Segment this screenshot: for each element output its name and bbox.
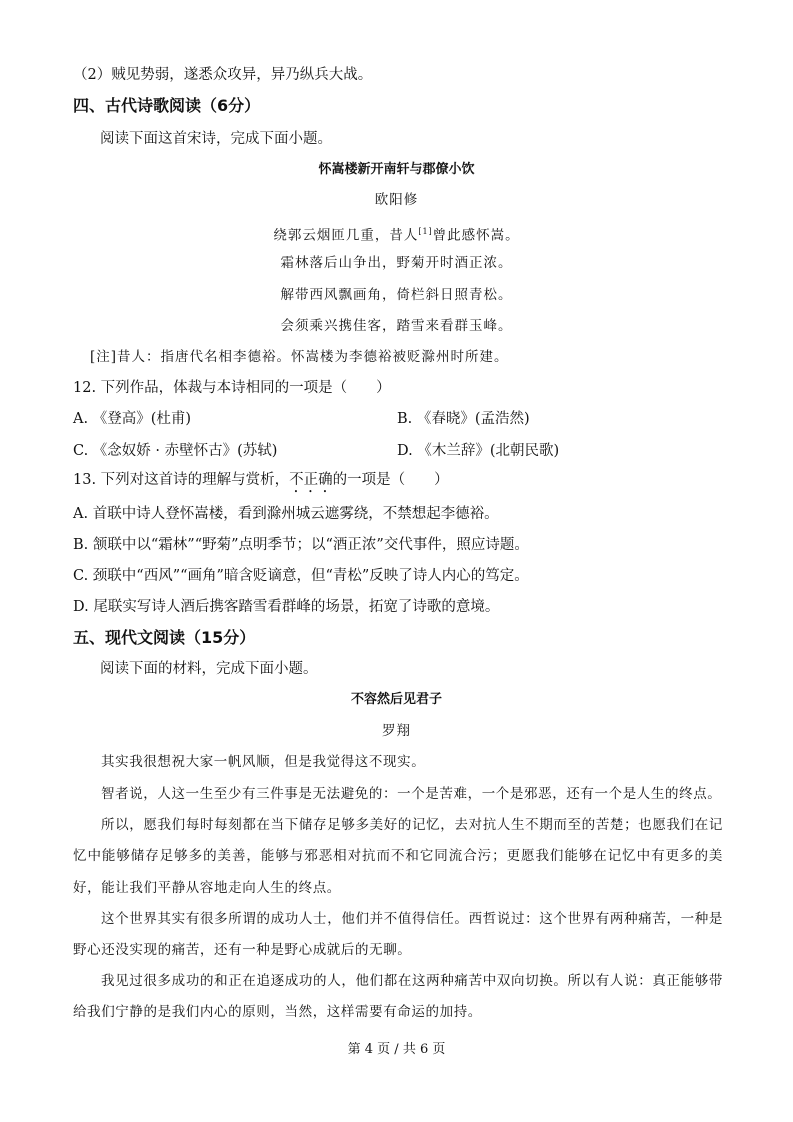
emphasized-text: 不正确	[289, 472, 333, 488]
option-b: B. 颔联中以“霜林”“野菊”点明季节；以“酒正浓”交代事件，照应诗题。	[73, 537, 529, 553]
poem-note: [注]昔人：指唐代名相李德裕。怀嵩楼为李德裕被贬滁州时所建。	[90, 349, 509, 365]
poem-title: 怀嵩楼新开南轩与郡僚小饮	[318, 162, 475, 177]
poem-line: 解带西风飘画角，倚栏斜日照青松。	[280, 287, 513, 303]
option-d: D. 《木兰辞》(北朝民歌)	[397, 443, 560, 459]
question-13-stem	[73, 470, 449, 496]
poem-line: 会须乘兴携佳客，踏雪来看群玉峰。	[280, 318, 513, 334]
article-paragraph: 智者说，人这一生至少有三件事是无法避免的：一个是苦难，一个是邪恶，还有一个是人生的终点。	[101, 786, 722, 802]
option-d: D. 尾联实写诗人酒后携客踏雪看群峰的场景，拓宽了诗歌的意境。	[73, 599, 500, 615]
poem-text: 曾此感怀嵩。	[432, 227, 520, 244]
stem-text: 13. 下列对这首诗的理解与赏析，	[73, 472, 290, 488]
poem-text: 绕郭云烟匝几重，昔人	[273, 227, 419, 244]
option-c: C. 颈联中“西风”“画角”暗含贬谪意，但“青松”反映了诗人内心的笃定。	[73, 568, 529, 584]
option-c: C. 《念奴娇 · 赤壁怀古》(苏轼)	[73, 443, 278, 459]
page-footer: 第 4 页 / 共 6 页	[347, 1042, 446, 1057]
previous-item-text: （2）贼见势弱，遂悉众攻异，异乃纵兵大战。	[73, 67, 373, 83]
article-paragraph: 我见过很多成功的和正在追逐成功的人，他们都在这两种痛苦中双向切换。所以有人说：真正能够带给我们宁静的是我们内心的原则，当然，这样需要有命运的加持。	[73, 973, 723, 1021]
article-paragraph: 这个世界其实有很多所谓的成功人士，他们并不值得信任。西哲说过：这个世界有两种痛苦，一种是野心还没实现的痛苦，还有一种是野心成就后的无聊。	[73, 911, 723, 959]
poem-author: 欧阳修	[374, 192, 419, 208]
option-a: A. 《登高》(杜甫)	[73, 411, 192, 427]
footnote-marker: [1]	[418, 227, 433, 236]
stem-text: 的一项是（ ）	[332, 472, 449, 488]
section-heading-modern: 五、现代文阅读（15分）	[73, 628, 256, 647]
article-author: 罗翔	[382, 723, 411, 739]
section-heading-poetry: 四、古代诗歌阅读（6分）	[73, 96, 261, 115]
question-12-stem: 12. 下列作品，体裁与本诗相同的一项是（ ）	[73, 380, 391, 396]
article-title: 不容然后见君子	[350, 692, 442, 707]
article-paragraph: 其实我很想祝大家一帆风顺，但是我觉得这不现实。	[101, 754, 426, 770]
article-paragraph: 所以，愿我们每时每刻都在当下储存足够多美好的记忆，去对抗人生不期而至的苦楚；也愿我们在记忆中能够储存足够多的美善，能够与邪恶相对抗而不和它同流合污；更愿我们能够在记忆中有更多的美好，能让我们平静从容地走向人生的终点。	[73, 817, 723, 896]
section-intro: 阅读下面这首宋诗，完成下面小题。	[100, 131, 332, 147]
poem-line: 霜林落后山争出，野菊开时酒正浓。	[280, 255, 513, 271]
section-intro: 阅读下面的材料，完成下面小题。	[100, 661, 318, 677]
option-b: B. 《春晓》(孟浩然)	[397, 411, 530, 427]
option-a: A. 首联中诗人登怀嵩楼，看到滁州城云遮雾绕，不禁想起李德裕。	[73, 506, 499, 522]
poem-line	[0, 222, 793, 246]
